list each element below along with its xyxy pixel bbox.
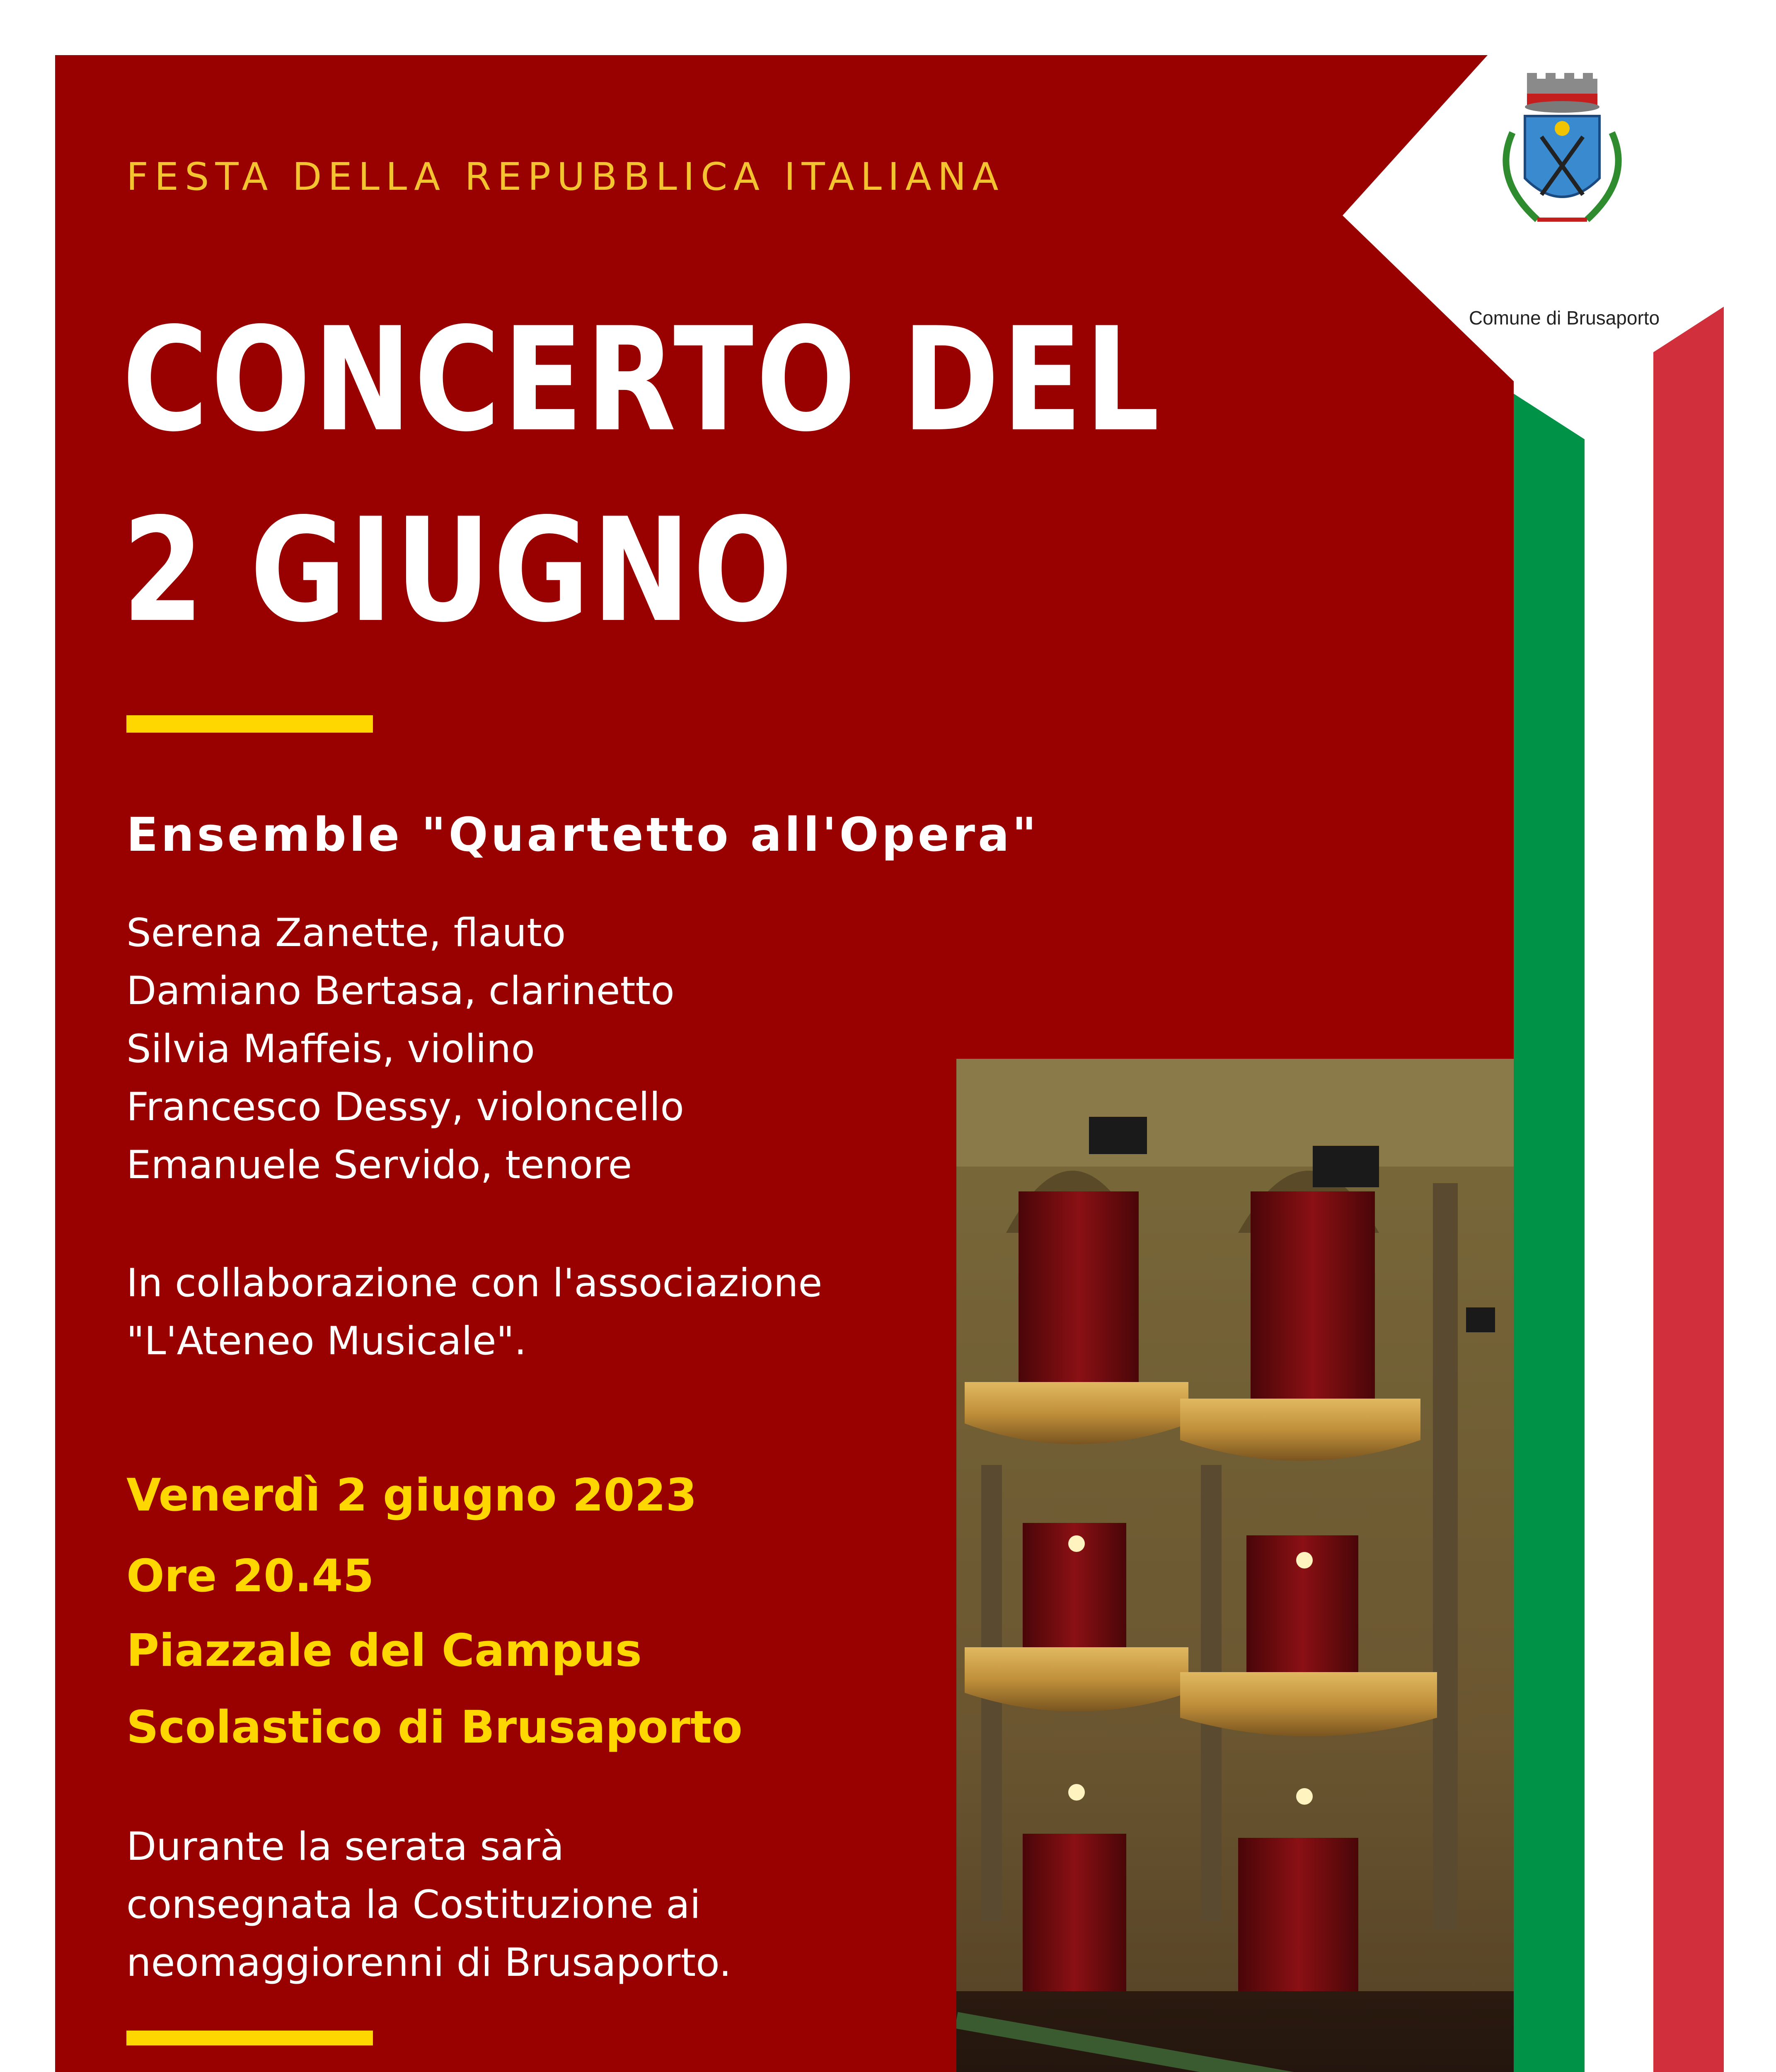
municipality-caption: Comune di Brusaporto bbox=[1469, 307, 1660, 329]
member-line: Emanuele Servido, tenore bbox=[126, 1143, 632, 1188]
event-time: Ore 20.45 bbox=[126, 1550, 374, 1602]
yellow-divider-bottom bbox=[126, 2031, 373, 2045]
kicker-text: FESTA DELLA REPUBBLICA ITALIANA bbox=[126, 155, 1005, 199]
member-line: Francesco Dessy, violoncello bbox=[126, 1084, 684, 1130]
ensemble-title: Ensemble "Quartetto all'Opera" bbox=[126, 808, 1039, 862]
collaboration-line: In collaborazione con l'associazione bbox=[126, 1261, 823, 1306]
theatre-interior-illustration bbox=[956, 1059, 1514, 2072]
member-line: Silvia Maffeis, violino bbox=[126, 1026, 535, 1072]
member-line: Serena Zanette, flauto bbox=[126, 910, 566, 956]
page-title-line-1: CONCERTO DEL bbox=[122, 297, 1162, 463]
event-date: Venerdì 2 giugno 2023 bbox=[126, 1469, 697, 1521]
constitution-note-line: neomaggiorenni di Brusaporto. bbox=[126, 1940, 731, 1985]
page-title-line-2: 2 GIUGNO bbox=[122, 488, 796, 654]
event-venue-line-1: Piazzale del Campus bbox=[126, 1625, 642, 1677]
member-line: Damiano Bertasa, clarinetto bbox=[126, 968, 675, 1014]
coat-of-arms-icon bbox=[1475, 70, 1649, 336]
collaboration-line: "L'Ateneo Musicale". bbox=[126, 1319, 527, 1364]
red-stripe bbox=[1653, 307, 1724, 2072]
event-venue-line-2: Scolastico di Brusaporto bbox=[126, 1702, 743, 1753]
constitution-note-line: Durante la serata sarà bbox=[126, 1824, 564, 1869]
green-stripe bbox=[1514, 394, 1585, 2072]
theatre-photo bbox=[956, 1059, 1514, 2072]
yellow-divider-top bbox=[126, 715, 373, 733]
constitution-note-line: consegnata la Costituzione ai bbox=[126, 1882, 701, 1927]
